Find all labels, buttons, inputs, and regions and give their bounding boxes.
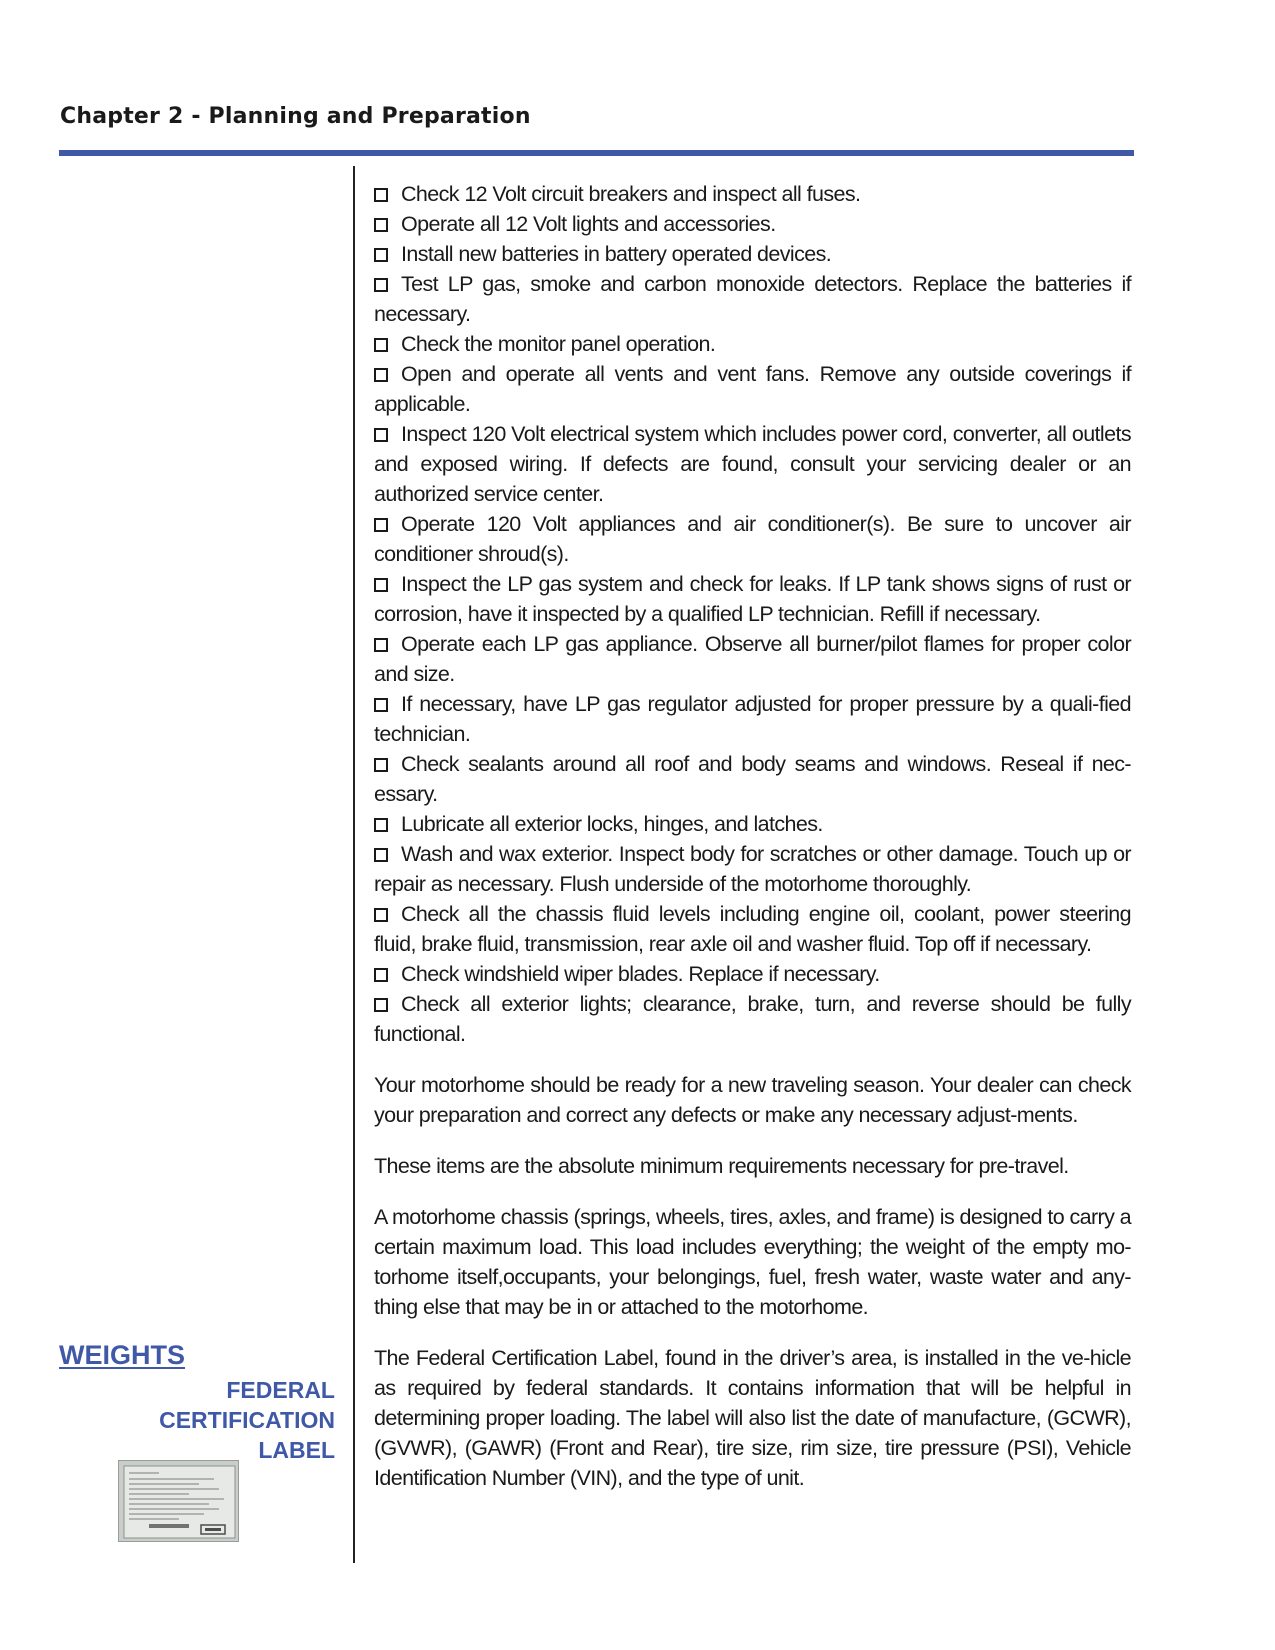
checkbox-icon [374, 638, 388, 652]
checkbox-icon [374, 968, 388, 982]
main-content [374, 179, 1131, 1493]
sub-heading-federal-certification-label [75, 1375, 335, 1465]
checklist-item [374, 899, 1131, 959]
checklist-item-text: Check sealants around all roof and body seams and windows. Reseal if nec-essary. [374, 752, 1131, 806]
checklist-item [374, 839, 1131, 899]
checkbox-icon [374, 848, 388, 862]
checklist-item-text: If necessary, have LP gas regulator adjusted for proper pressure by a quali-fied technician. [374, 692, 1131, 746]
sub-heading-line: FEDERAL [226, 1377, 335, 1403]
checklist-item [374, 239, 1131, 269]
checklist-item-text: Inspect 120 Volt electrical system which includes power cord, converter, all outlets and exposed wiring. If defects are found, consult your servicing dealer or an authorized service center. [374, 422, 1131, 506]
checklist-item [374, 179, 1131, 209]
checkbox-icon [374, 428, 388, 442]
maintenance-checklist [374, 179, 1131, 1049]
checklist-item [374, 959, 1131, 989]
sub-heading-line: CERTIFICATION [159, 1407, 335, 1433]
checklist-item [374, 569, 1131, 629]
checklist-item [374, 989, 1131, 1049]
checklist-item-text: Install new batteries in battery operated devices. [401, 242, 832, 266]
checkbox-icon [374, 578, 388, 592]
checklist-item-text: Operate each LP gas appliance. Observe all burner/pilot flames for proper color and size. [374, 632, 1131, 686]
checklist-item-text: Inspect the LP gas system and check for leaks. If LP tank shows signs of rust or corrosion, have it inspected by a qualified LP technician. Refill if necessary. [374, 572, 1131, 626]
paragraph-chassis: A motorhome chassis (springs, wheels, tires, axles, and frame) is designed to carry a certain maximum load. This load includes everything; the weight of the empty mo-torhome itself,occupants, your belongings, fuel, fresh water, waste water and any-thing else that may be in or attached to the motorhome. [374, 1205, 1131, 1319]
paragraph-minimum: These items are the absolute minimum requirements necessary for pre-travel. [374, 1154, 1069, 1178]
checklist-item-text: Check all exterior lights; clearance, brake, turn, and reverse should be fully functional. [374, 992, 1131, 1046]
sub-heading-line: LABEL [258, 1437, 335, 1463]
checkbox-icon [374, 278, 388, 292]
checklist-item-text: Operate all 12 Volt lights and accessories. [401, 212, 776, 236]
checkbox-icon [374, 368, 388, 382]
checkbox-icon [374, 188, 388, 202]
checklist-item [374, 329, 1131, 359]
checklist-item-text: Wash and wax exterior. Inspect body for scratches or other damage. Touch up or repair as necessary. Flush underside of the motorhome thoroughly. [374, 842, 1131, 896]
checkbox-icon [374, 518, 388, 532]
checklist-item-text: Open and operate all vents and vent fans. Remove any outside coverings if applicable. [374, 362, 1131, 416]
section-heading-weights: WEIGHTS [59, 1340, 185, 1370]
checkbox-icon [374, 218, 388, 232]
certification-label-photo [118, 1460, 239, 1542]
checklist-item-text: Check the monitor panel operation. [401, 332, 716, 356]
chapter-title: Chapter 2 - Planning and Preparation [60, 104, 531, 129]
checklist-item-text: Operate 120 Volt appliances and air conditioner(s). Be sure to uncover air conditioner shroud(s). [374, 512, 1131, 566]
checklist-item-text: Check all the chassis fluid levels including engine oil, coolant, power steering fluid, brake fluid, transmission, rear axle oil and washer fluid. Top off if necessary. [374, 902, 1131, 956]
checklist-item [374, 359, 1131, 419]
paragraph-ready: Your motorhome should be ready for a new traveling season. Your dealer can check your preparation and correct any defects or make any necessary adjust-ments. [374, 1073, 1131, 1127]
checklist-item [374, 419, 1131, 509]
checkbox-icon [374, 818, 388, 832]
certification-label-image [119, 1461, 239, 1542]
checklist-item [374, 269, 1131, 329]
checkbox-icon [374, 758, 388, 772]
checklist-item-text: Test LP gas, smoke and carbon monoxide detectors. Replace the batteries if necessary. [374, 272, 1131, 326]
column-divider [353, 166, 355, 1563]
paragraph-certification-label: The Federal Certification Label, found in the driver’s area, is installed in the ve-hicle as required by federal standards. It contains information that will be helpful in determining proper loading. The label will also list the date of manufacture, (GCWR), (GVWR), (GAWR) (Front and Rear), tire size, rim size, tire pressure (PSI), Vehicle Identification Number (VIN), and the type of unit. [374, 1346, 1131, 1490]
checklist-item-text: Lubricate all exterior locks, hinges, and latches. [401, 812, 823, 836]
checklist-item-text: Check 12 Volt circuit breakers and inspect all fuses. [401, 182, 861, 206]
checklist-item [374, 209, 1131, 239]
checklist-item-text: Check windshield wiper blades. Replace if necessary. [401, 962, 880, 986]
checklist-item [374, 629, 1131, 689]
checkbox-icon [374, 698, 388, 712]
checkbox-icon [374, 248, 388, 262]
checkbox-icon [374, 998, 388, 1012]
checkbox-icon [374, 908, 388, 922]
checkbox-icon [374, 338, 388, 352]
header-rule [59, 150, 1134, 156]
checklist-item [374, 689, 1131, 749]
checklist-item [374, 509, 1131, 569]
checklist-item [374, 809, 1131, 839]
checklist-item [374, 749, 1131, 809]
